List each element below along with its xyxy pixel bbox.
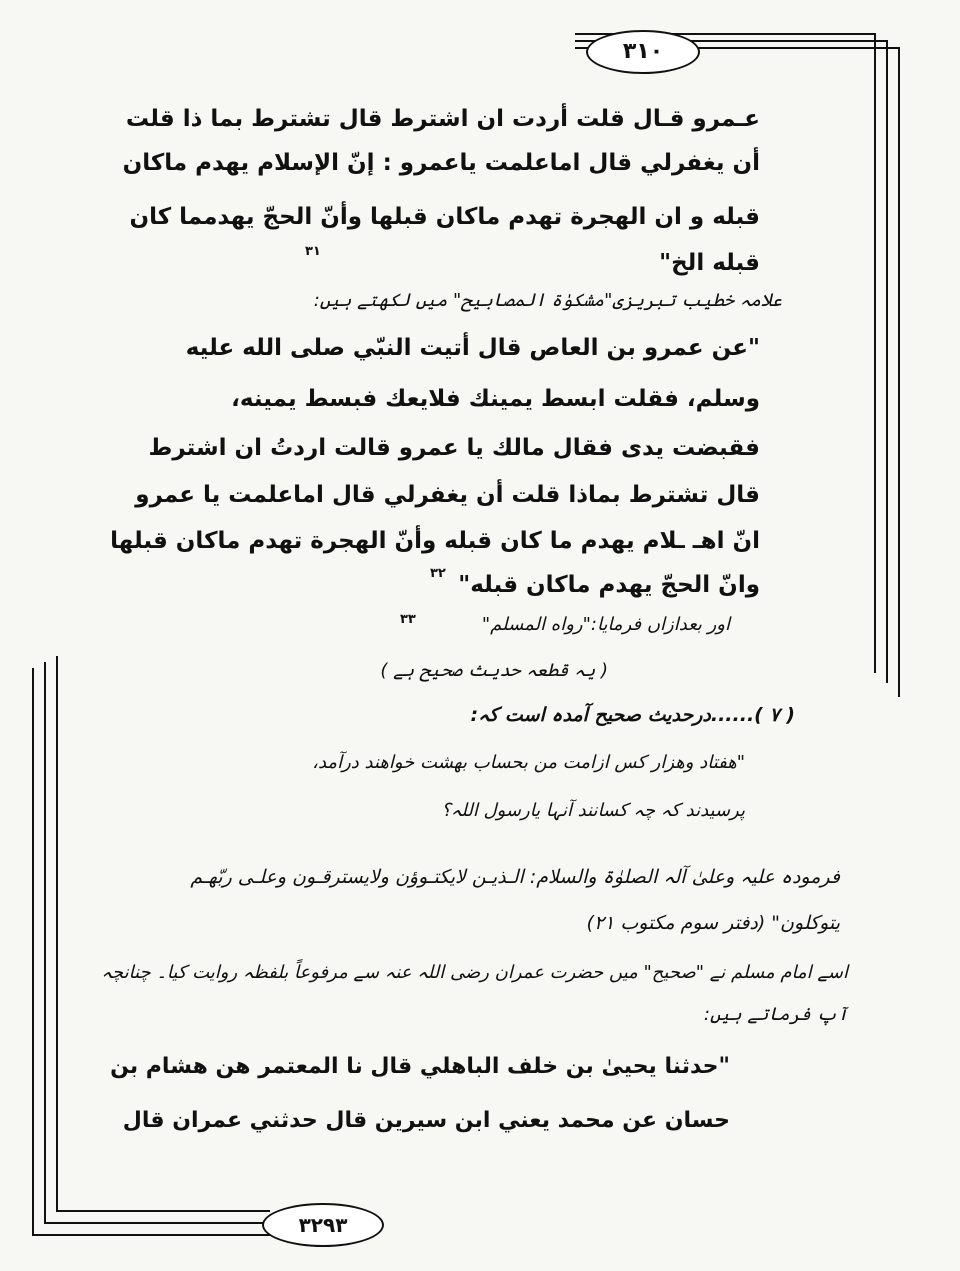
- text-line: قبله و ان الهجرة تهدم ماكان قبلها وأنّ الحجّ يهدمما كان: [129, 204, 760, 230]
- bottom-frame-line: [44, 1222, 270, 1224]
- right-frame-line: [898, 47, 900, 697]
- text-line: اسے امام مسلم نے "صحیح" میں حضرت عمران رضی اللہ عنہ سے مرفوعاً بلفظہ روایت کیا۔ چنانچہ: [101, 962, 848, 983]
- left-frame-line: [32, 668, 34, 1236]
- text-line: يتوكلون" (دفتر سوم مکتوب ۲۱): [586, 912, 840, 934]
- text-line: قبله الخ": [659, 250, 760, 276]
- text-line: حسان عن محمد يعني ابن سيرين قال حدثني عمران قال: [122, 1108, 730, 1133]
- left-frame-line: [44, 662, 46, 1224]
- text-line: اور بعدازاں فرمایا:"رواه المسلم": [481, 614, 730, 635]
- footnote-marker: ۳۳: [400, 612, 416, 627]
- text-line: "عن عمرو بن العاص قال أتيت النبّي صلى الله عليه: [185, 335, 760, 361]
- text-line: قال تشترط بماذا قلت أن يغفرلي قال اماعلمت يا عمرو: [135, 482, 760, 508]
- text-line: وانّ الحجّ يهدم ماكان قبله": [458, 572, 760, 598]
- text-line: "هفتاد وهزار کس ازامت من بحساب بهشت خواهند درآمد،: [312, 752, 745, 773]
- text-line: فقبضت يدى فقال مالك يا عمرو قالت اردتُ ان اشترط: [148, 435, 760, 461]
- bottom-frame-line: [32, 1234, 270, 1236]
- right-frame-line: [886, 40, 888, 683]
- text-line: وسلم، فقلت ابسط يمينك فلايعك فبسط يمينه،: [231, 386, 760, 412]
- text-line: فرمودہ علیہ وعلیٰ آلہ الصلوٰۃ والسلام: الـذيـن لايكتـوؤن ولايسترقـون وعلـى ربّهـم: [190, 866, 840, 888]
- text-line: انّ اهـ ـلام يهدم ما كان قبله وأنّ الهجرة تهدم ماكان قبلها: [110, 528, 760, 554]
- footnote-marker: ۳۱: [305, 244, 321, 259]
- left-frame-line: [56, 656, 58, 1212]
- top-page-number: ۳۱۰: [586, 30, 700, 74]
- text-line: "حدثنا يحيىٰ بن خلف الباهلي قال نا المعتمر هن هشام بن: [110, 1054, 730, 1079]
- hadith-grade-note: ( یہ قطعہ حدیث صحیح ہے ): [380, 660, 608, 681]
- text-line: أن يغفرلي قال اماعلمت ياعمرو : إنّ الإسلام يهدم ماكان: [122, 150, 760, 176]
- text-line: ( ۷ )......درحدیث صحیح آمدہ است کہ:: [470, 704, 795, 726]
- bottom-frame-line: [56, 1210, 270, 1212]
- bottom-page-number: ۳۲۹۳: [262, 1203, 384, 1247]
- text-line: آپ فرماتے ہیں:: [703, 1004, 848, 1025]
- text-line: علامہ خطیب تبریزی"مشکوٰۃ المصابیح" میں لکھتے ہیں:: [313, 290, 782, 311]
- right-frame-line: [874, 33, 876, 673]
- text-line: عـمرو قـال قلت أردت ان اشترط قال تشترط بما ذا قلت: [125, 106, 760, 132]
- footnote-marker: ۳۲: [430, 566, 446, 581]
- text-line: پرسیدند کہ چہ کسانند آنہا یارسول اللہ؟: [441, 800, 745, 821]
